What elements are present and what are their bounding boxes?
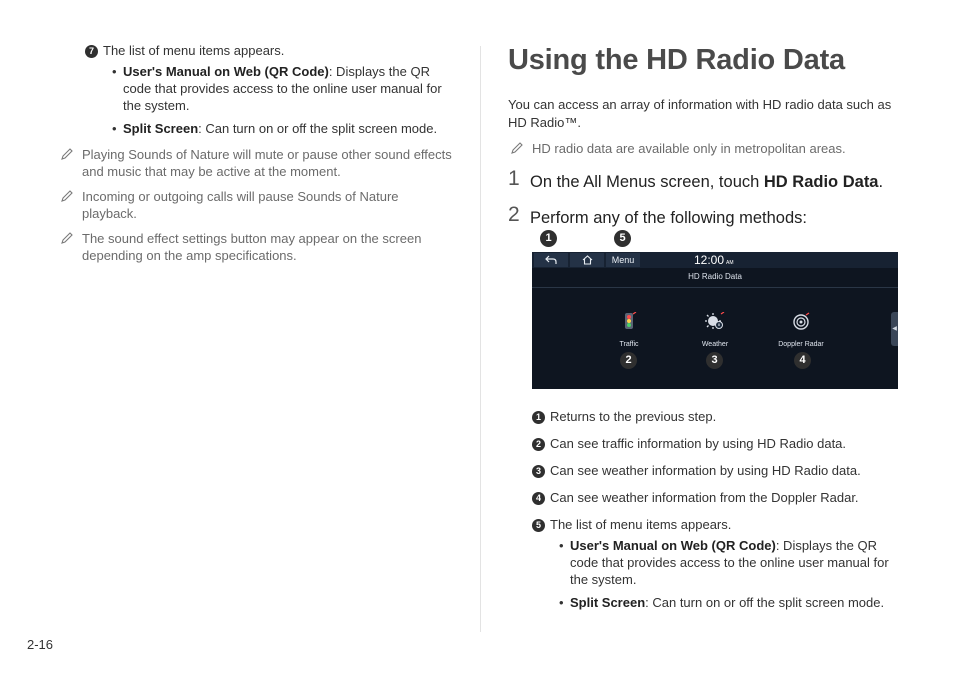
- weather-icon: [704, 312, 726, 332]
- step-7-marker: 7: [85, 45, 98, 58]
- sub-item-split-screen: [123, 120, 454, 137]
- doppler-radar-icon: [791, 312, 811, 332]
- figure-legend: [532, 408, 902, 611]
- legend-text: Returns to the previous step.: [550, 409, 717, 424]
- legend-text: Can see weather information by using HD Radio data.: [550, 463, 861, 478]
- sub-item-bold: User's Manual on Web (QR Code): [570, 538, 776, 553]
- legend-item-2: [532, 435, 902, 452]
- doppler-radar-tile[interactable]: [766, 312, 836, 350]
- step-1-number: 1: [508, 167, 520, 190]
- note-text: Incoming or outgoing calls will pause Sounds of Nature playback.: [82, 189, 399, 221]
- legend-item-1: [532, 408, 902, 425]
- pencil-note-icon: [60, 189, 74, 203]
- note-text: The sound effect settings button may appear on the screen depending on the amp specifications.: [82, 231, 422, 263]
- legend-text: Can see traffic information by using HD Radio data.: [550, 436, 847, 451]
- sub-item-split-screen: [570, 594, 900, 611]
- clock-time: 12:00: [694, 253, 725, 267]
- section-title: Using the HD Radio Data: [508, 44, 845, 76]
- legend-item-4: [532, 489, 902, 506]
- step-2: [508, 203, 908, 229]
- sub-item-user-manual: [123, 63, 454, 114]
- legend-text: The list of menu items appears.: [550, 517, 732, 532]
- screen-clock: [694, 253, 734, 270]
- note-sound-effect: [58, 230, 454, 264]
- legend-marker: 4: [532, 492, 545, 505]
- hd-radio-screenshot: [532, 232, 898, 390]
- callout-5: 5: [614, 230, 631, 247]
- sub-item-bold: Split Screen: [570, 595, 646, 610]
- legend-item-3: [532, 462, 902, 479]
- step-2-number: 2: [508, 203, 520, 226]
- traffic-label: Traffic: [619, 341, 639, 348]
- side-panel-handle[interactable]: ◀: [891, 312, 898, 346]
- intro-text: You can access an array of information with HD radio data such as HD Radio™.: [508, 97, 892, 130]
- step-2-text: Perform any of the following methods:: [530, 209, 807, 227]
- note-calls-pause: [58, 188, 454, 222]
- step-1-text: On the All Menus screen, touch: [530, 173, 764, 191]
- sub-item-text: : Can turn on or off the split screen mode.: [645, 595, 885, 610]
- doppler-radar-label: Doppler Radar: [778, 341, 824, 348]
- step-1: [508, 167, 908, 193]
- callout-2: 2: [620, 352, 637, 369]
- legend-marker: 2: [532, 438, 545, 451]
- sub-item-user-manual: [570, 537, 900, 588]
- step-7-sub-list: [123, 63, 454, 137]
- weather-tile[interactable]: [680, 312, 750, 350]
- weather-label: Weather: [701, 341, 729, 348]
- step-1-bold: HD Radio Data: [763, 173, 879, 191]
- pencil-note-icon: [60, 147, 74, 161]
- note-sounds-mute: [58, 146, 454, 180]
- traffic-light-icon: [620, 312, 638, 332]
- legend-5-sub-list: [570, 537, 900, 611]
- note-text: Playing Sounds of Nature will mute or pause other sound effects and music that may be active at the moment.: [82, 147, 452, 179]
- menu-button[interactable]: Menu: [606, 253, 640, 267]
- screen-title-divider: [532, 287, 898, 288]
- sub-item-text: : Displays the QR code that provides access to the online user manual for the system.: [570, 538, 889, 587]
- legend-marker: 5: [532, 519, 545, 532]
- pencil-note-icon: [510, 141, 524, 155]
- back-button[interactable]: [534, 253, 568, 267]
- page-number: 2-16: [27, 637, 54, 652]
- sub-item-text: : Can turn on or off the split screen mode.: [198, 121, 438, 136]
- clock-ampm: AM: [726, 260, 734, 266]
- legend-marker: 3: [532, 465, 545, 478]
- legend-marker: 1: [532, 411, 545, 424]
- left-column: [58, 42, 454, 264]
- note-metropolitan: [508, 140, 908, 157]
- step-7: [85, 42, 454, 59]
- sub-item-text: : Displays the QR code that provides access to the online user manual for the system.: [123, 64, 442, 113]
- sub-item-bold: Split Screen: [123, 121, 199, 136]
- home-button[interactable]: [570, 253, 604, 267]
- legend-text: Can see weather information from the Doppler Radar.: [550, 490, 859, 505]
- column-divider: [480, 46, 481, 632]
- sub-item-bold: User's Manual on Web (QR Code): [123, 64, 329, 79]
- callout-3: 3: [706, 352, 723, 369]
- traffic-tile[interactable]: [594, 312, 664, 350]
- pencil-note-icon: [60, 231, 74, 245]
- home-icon: [582, 255, 593, 265]
- note-text: HD radio data are available only in metropolitan areas.: [532, 141, 846, 156]
- callout-1: 1: [540, 230, 557, 247]
- screen-top-bar: [532, 252, 898, 268]
- right-column: [508, 42, 908, 610]
- step-1-suffix: .: [878, 173, 884, 191]
- back-arrow-icon: [545, 255, 557, 265]
- step-7-text: The list of menu items appears.: [103, 43, 285, 58]
- screen-title: HD Radio Data: [688, 272, 742, 281]
- legend-item-5: [532, 516, 902, 533]
- callout-4: 4: [794, 352, 811, 369]
